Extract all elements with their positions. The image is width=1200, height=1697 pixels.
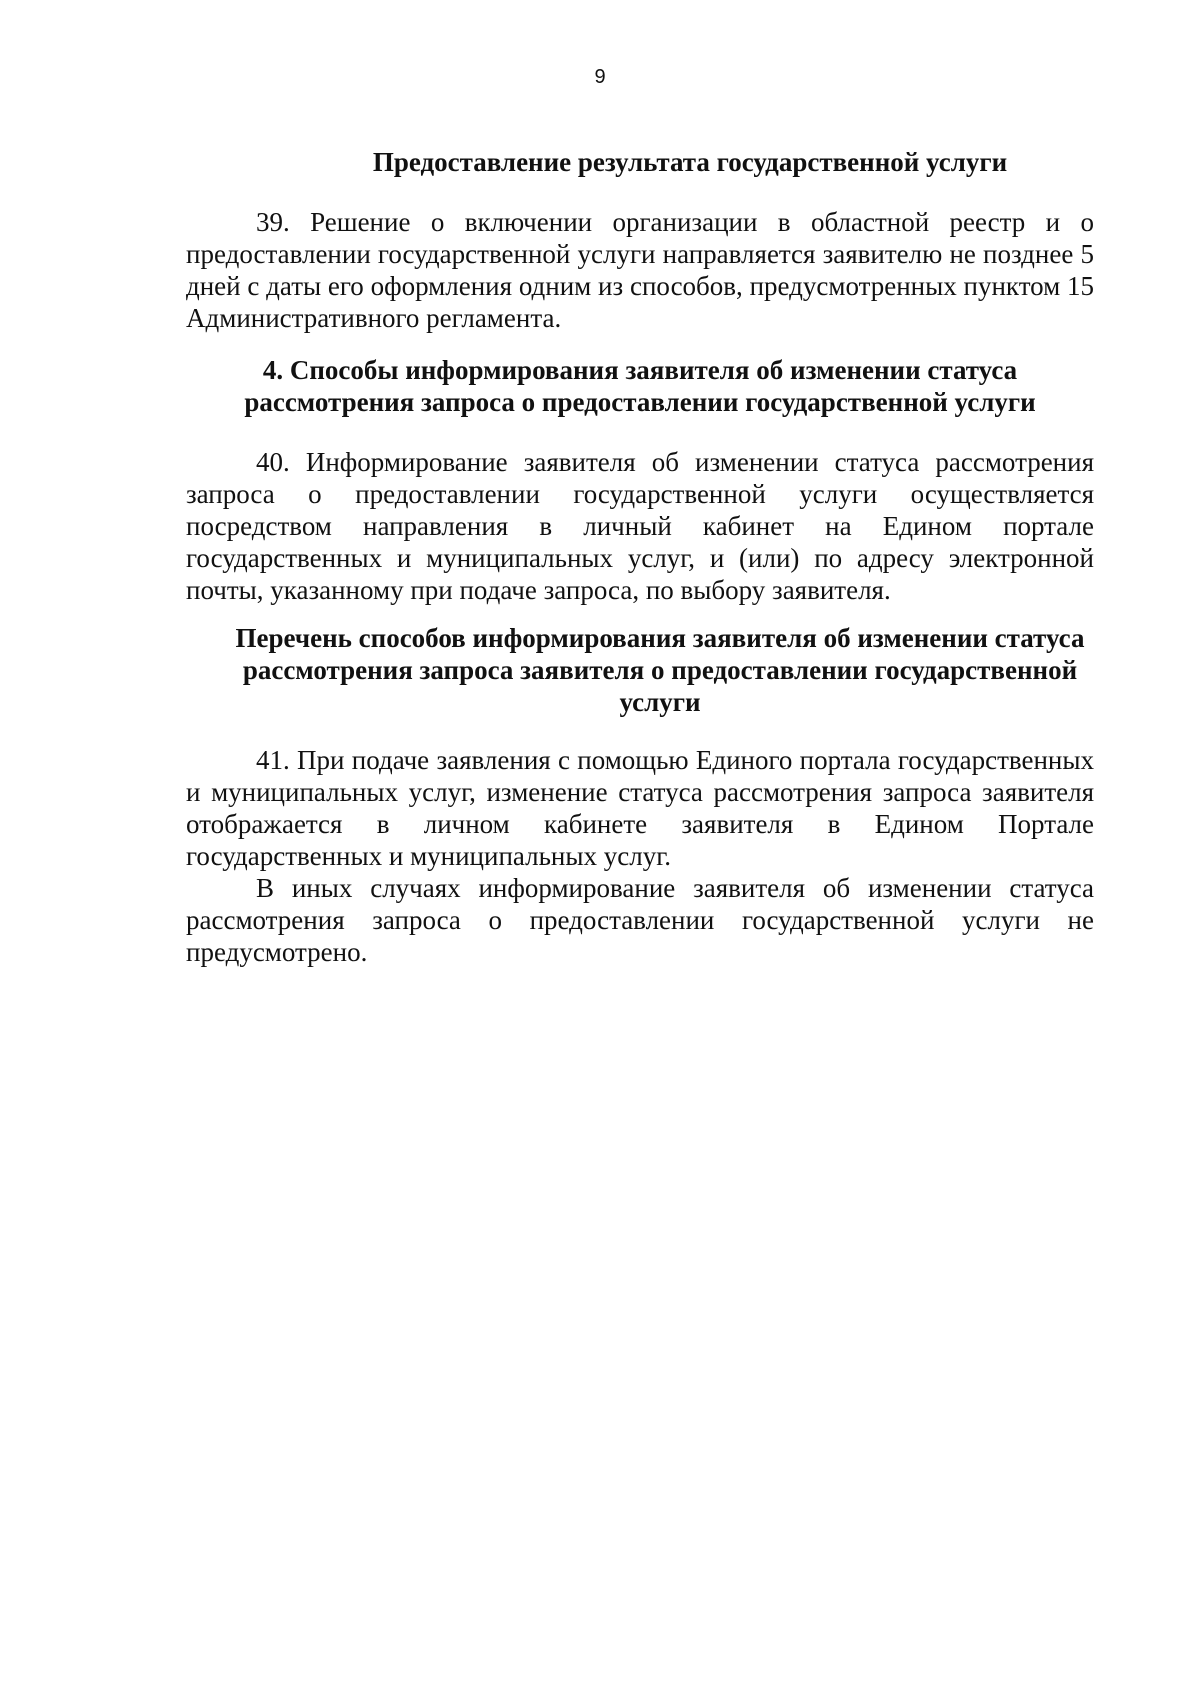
section-result-provision [186,146,1094,178]
paragraph-41-continuation: В иных случаях информирование заявителя об изменении статуса рассмотрения запроса о предоставлении государственной услуги не предусмотрено. [186,873,1094,967]
section-heading: 4. Способы информирования заявителя об изменении статуса рассмотрения запроса о предоставлении государственной услуги [244,355,1036,417]
page-number: 9 [594,66,606,88]
section-informing-list [230,622,1090,718]
section-informing-methods-body [186,446,1094,606]
section-heading: Предоставление результата государственной услуги [372,147,1008,177]
section-heading: Перечень способов информирования заявителя об изменении статуса рассмотрения запроса заявителя о предоставлении государственной услуги [235,623,1085,717]
section-result-provision-body [186,206,1094,334]
paragraph-39: 39. Решение о включении организации в областной реестр и о предоставлении государственной услуги направляется заявителю не позднее 5 дней с даты его оформления одним из способов, предусмотренных пунктом 15 Административного регламента. [186,207,1094,333]
paragraph-40: 40. Информирование заявителя об изменении статуса рассмотрения запроса о предоставлении государственной услуги осуществляется посредством направления в личный кабинет на Едином портале государственных и муниципальных услуг, и (или) по адресу электронной почты, указанному при подаче запроса, по выбору заявителя. [186,447,1094,605]
paragraph-41: 41. При подаче заявления с помощью Единого портала государственных и муниципальных услуг, изменение статуса рассмотрения запроса заявителя отображается в личном кабинете заявителя в Едином Портале государственных и муниципальных услуг. [186,745,1094,871]
section-informing-list-body [186,744,1094,968]
section-informing-methods [186,354,1094,418]
